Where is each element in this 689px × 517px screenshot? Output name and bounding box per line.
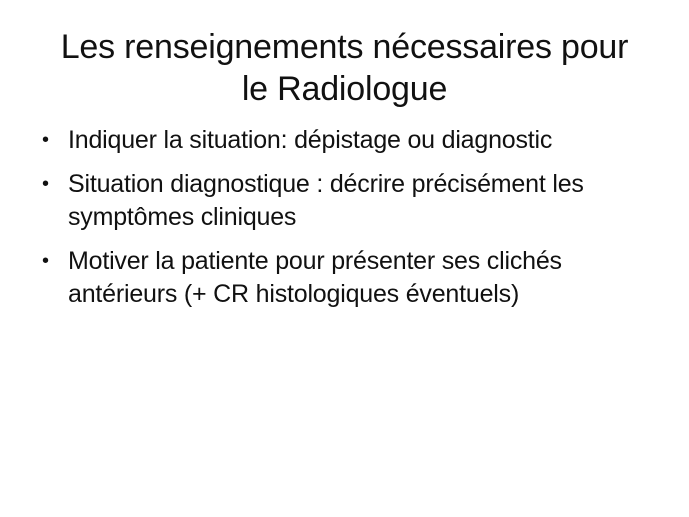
bullet-item [40,168,660,234]
bullet-item [40,245,660,311]
bullet-icon: • [42,129,49,151]
bullet-list [40,124,660,322]
bullet-text: Motiver la patiente pour présenter ses clichés antérieurs (+ CR histologiques éventuels) [68,247,562,308]
bullet-icon: • [42,250,49,272]
bullet-text: Situation diagnostique : décrire précisément les symptômes cliniques [68,170,584,231]
slide-title-line-2: le Radiologue [241,70,448,108]
slide-title [30,26,659,110]
bullet-text: Indiquer la situation: dépistage ou diagnostic [68,126,553,154]
bullet-item [40,124,660,157]
slide-title-line-1: Les renseignements nécessaires pour [60,28,629,66]
bullet-icon: • [42,173,49,195]
